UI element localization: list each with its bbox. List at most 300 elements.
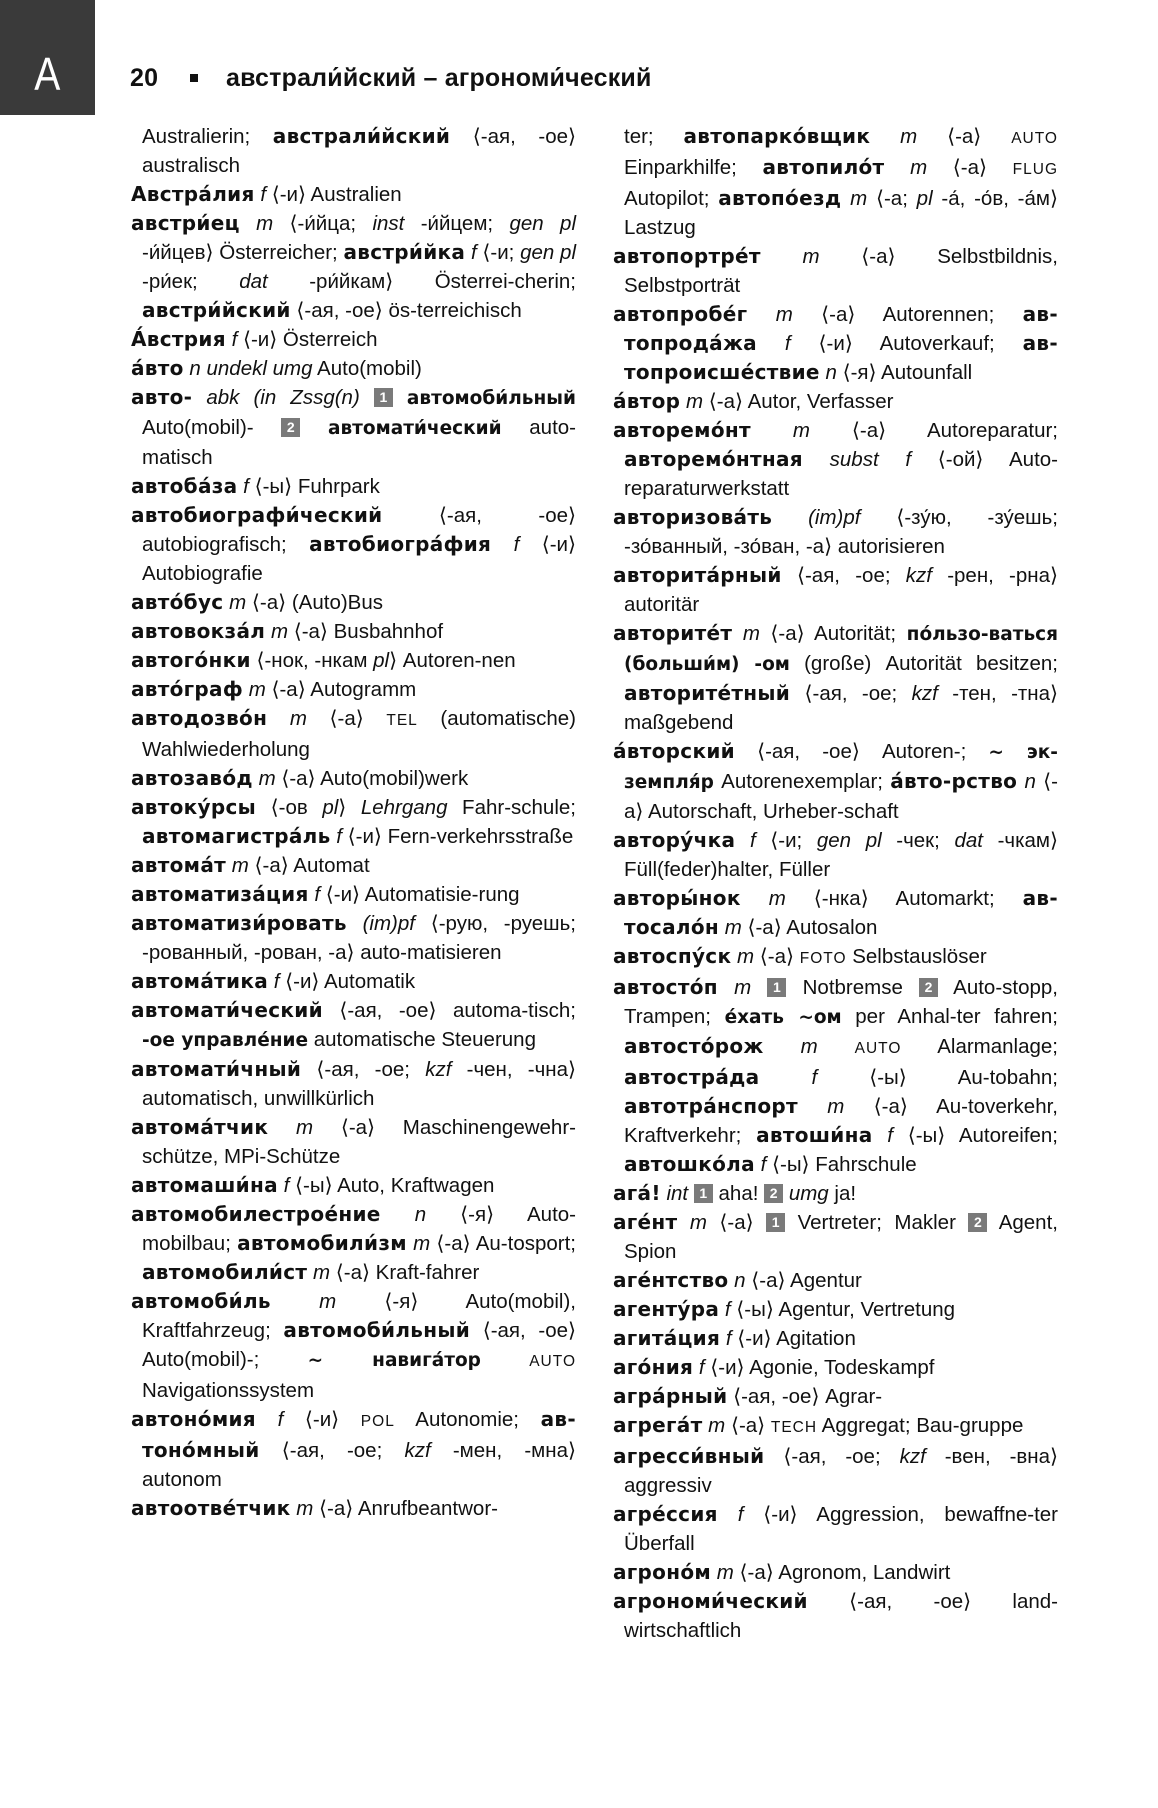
grammar-label: m: [737, 945, 755, 968]
text: [271, 1290, 319, 1313]
entry-continuation: [131, 122, 576, 180]
grammar-label: m: [312, 1261, 331, 1284]
headword: автозаво́д: [131, 766, 253, 790]
text: ja!: [828, 1182, 857, 1205]
text: [718, 976, 734, 999]
headword: автомобилестрое́ние: [131, 1202, 381, 1226]
text: ⟨-и⟩ Autoverkauf;: [790, 332, 1023, 355]
headword: автомаши́на: [131, 1173, 278, 1197]
column-right: [613, 122, 1058, 1645]
headword: авторемо́нтная: [624, 447, 803, 471]
grammar-label: m: [792, 419, 810, 442]
grammar-label: Lehrgang: [360, 796, 448, 819]
text: ⟨-а⟩ Agentur: [745, 1269, 862, 1292]
phrase: е́хать ~ом: [724, 1007, 842, 1028]
headword: автопробе́г: [613, 302, 748, 326]
headword: агра́рный: [613, 1384, 728, 1408]
headword: агре́ссия: [613, 1502, 718, 1526]
text: ⟩ Autoren-nen: [389, 649, 516, 672]
dictionary-entry: [131, 909, 576, 967]
headword: австри́йка: [343, 240, 466, 264]
headword: ав-тоно́мный: [142, 1407, 576, 1462]
text: ⟩: [338, 796, 361, 819]
text: ⟨-а⟩ Autor, Verfasser: [703, 390, 894, 413]
text: Autorenexemplar;: [713, 770, 891, 793]
text: ⟨-ая, -ое⟩ autobiografisch;: [142, 504, 576, 556]
headword: автоматизи́ровать: [131, 911, 347, 935]
text: ⟨-зу́ю, -зу́ешь; -зо́ванный, -зо́ван, -а⟩ autorisieren: [624, 506, 1058, 558]
headword: автомоби́ль: [131, 1289, 271, 1313]
text: -вен, -вна⟩ aggressiv: [624, 1445, 1059, 1497]
page-number: 20: [130, 63, 159, 92]
grammar-label: m: [800, 1035, 818, 1058]
text: ⟨-ая, -ое;: [790, 682, 912, 705]
grammar-label: f: [314, 883, 321, 906]
text: ⟨-ая, -ое⟩ australisch: [142, 125, 576, 177]
bullet-square-icon: [190, 74, 198, 82]
headword: агресси́вный: [613, 1444, 765, 1468]
dictionary-entry: [613, 1411, 1058, 1442]
text: Agent, Spion: [624, 1211, 1058, 1263]
dictionary-entry: [613, 503, 1058, 561]
text: Navigationssystem: [142, 1379, 315, 1402]
headword: авторизова́ть: [613, 505, 773, 529]
grammar-label: f: [273, 970, 280, 993]
grammar-label: f: [724, 1298, 731, 1321]
headword: ав-тосало́н: [624, 886, 1058, 939]
phrase: -ое управле́ние: [142, 1030, 309, 1051]
dictionary-entry: [131, 472, 576, 501]
text: [751, 419, 793, 442]
headword: автошко́ла: [624, 1152, 755, 1176]
dictionary-entry: [613, 826, 1058, 884]
headword: австри́ец: [131, 211, 240, 235]
dictionary-entry: [131, 1055, 576, 1113]
dictionary-entry: [613, 416, 1058, 503]
grammar-label: f: [698, 1356, 705, 1379]
text: ⟨-ая, -ое;: [781, 564, 906, 587]
text: ⟨-и́йца;: [273, 212, 373, 235]
dictionary-entry: [131, 1287, 576, 1405]
text: -а́, -о́в, -а́м⟩ Lastzug: [624, 187, 1059, 239]
grammar-label: f: [811, 1066, 818, 1089]
grammar-label: gen pl: [520, 241, 577, 264]
dictionary-entry: [131, 704, 576, 764]
subject-label: FLUG: [1012, 161, 1058, 178]
grammar-label: gen pl: [816, 829, 882, 852]
headword: авторы́нок: [613, 886, 741, 910]
text: [873, 1124, 888, 1147]
dictionary-entry: [131, 764, 576, 793]
text: ⟨-и;: [755, 829, 817, 852]
dictionary-entry: [131, 793, 576, 851]
grammar-label: f: [749, 829, 756, 852]
text: ⟨-а⟩ Agronom, Landwirt: [733, 1561, 951, 1584]
grammar-label: subst f: [829, 448, 912, 471]
headword: автосто́п: [613, 975, 718, 999]
dictionary-entry: [613, 1208, 1058, 1266]
sense-number-badge: 2: [919, 978, 938, 997]
headword: автоши́на: [756, 1123, 873, 1147]
headword: автомати́ческий: [131, 998, 323, 1022]
text: ⟨-и⟩ Österreich: [237, 328, 378, 351]
text: -чек;: [881, 829, 955, 852]
headword: агроно́м: [613, 1560, 712, 1584]
dictionary-entry: [131, 180, 576, 209]
text: Auto(mobil)-: [142, 416, 282, 439]
grammar-label: dat: [239, 270, 268, 293]
dictionary-entry: [613, 1500, 1058, 1558]
text: Notbremse: [786, 976, 920, 999]
text: Auto-stopp, Trampen;: [624, 976, 1058, 1028]
sense-number-badge: 1: [374, 388, 393, 407]
headword: автопарко́вщик: [683, 124, 871, 148]
sense-number-badge: 1: [767, 978, 786, 997]
dictionary-entry: [613, 1353, 1058, 1382]
headword: австри́йский: [142, 298, 291, 322]
text: ⟨-ая, -ое⟩ ös-terreichisch: [290, 299, 522, 322]
dictionary-entry: [613, 884, 1058, 942]
text: ⟨-а⟩ Autoreparatur;: [809, 419, 1058, 442]
headword: а́вторский: [613, 739, 735, 763]
grammar-label: pl: [916, 187, 933, 210]
dictionary-entry: [131, 501, 576, 588]
text: ⟨-а⟩ Au-toverkehr, Kraftverkehr;: [624, 1095, 1058, 1147]
headword: автоспу́ск: [613, 944, 732, 968]
text: [751, 976, 767, 999]
dictionary-entry: [131, 1200, 576, 1287]
text: Aggregat; Bau-gruppe: [817, 1414, 1024, 1437]
headword: авторите́т: [613, 621, 733, 645]
headword: а́втор: [613, 389, 681, 413]
text: ⟨-рую, -руешь; -рованный, -рован, -а⟩ auto-matisieren: [142, 912, 576, 964]
text: ⟨-а⟩ Kraft-fahrer: [330, 1261, 480, 1284]
text: [256, 1408, 278, 1431]
sense-number-badge: 2: [764, 1184, 783, 1203]
grammar-label: n: [825, 361, 837, 384]
headword: авторита́рный: [613, 563, 782, 587]
headword: А́встрия: [131, 327, 226, 351]
grammar-label: m: [775, 303, 793, 326]
grammar-label: kzf: [899, 1445, 926, 1468]
grammar-label: f: [336, 825, 342, 848]
text: [381, 1203, 415, 1226]
dictionary-entry: [131, 383, 576, 472]
text: ⟨-а⟩ Selbstbildnis, Selbstporträt: [624, 245, 1059, 297]
text: [798, 1095, 827, 1118]
text: ⟨-а⟩ Maschinengewehr-schütze, MPi-Schütze: [142, 1116, 576, 1168]
text: [747, 303, 775, 326]
text: [803, 448, 830, 471]
dictionary-entry: [131, 209, 576, 325]
headword: авторемо́нт: [613, 418, 751, 442]
text: ⟨-ая, -ое;: [764, 1445, 900, 1468]
dictionary-entry: [131, 646, 576, 675]
text: [192, 386, 206, 409]
text: ⟨-ая, -ое;: [301, 1058, 426, 1081]
text: ⟨-а⟩: [917, 125, 1012, 148]
text: ⟨-нок, -нкам: [250, 649, 374, 672]
dictionary-entry: [613, 387, 1058, 416]
text: -и́йцев⟩ Österreicher;: [142, 241, 344, 264]
text: [393, 386, 407, 409]
column-left: [131, 122, 576, 1523]
grammar-label: m: [256, 212, 274, 235]
text: ⟨-ы⟩ Fahrschule: [766, 1153, 917, 1176]
text: ⟨-ая, -ое;: [259, 1439, 405, 1462]
text: Autonomie;: [394, 1408, 541, 1431]
dictionary-entry: [131, 1494, 576, 1523]
running-head-title: австрали́йский – агрономи́ческий: [226, 63, 652, 92]
dictionary-entry: [613, 1324, 1058, 1353]
grammar-label: m: [231, 854, 249, 877]
dictionary-entry: [613, 242, 1058, 300]
grammar-label: m: [270, 620, 289, 643]
dictionary-entry: [613, 973, 1058, 1179]
text: ⟨-и⟩ Fern-verkehrsstraße: [341, 825, 574, 848]
text: -тен, -тна⟩ maßgebend: [624, 682, 1059, 734]
headword: а́вто-рство: [890, 769, 1018, 793]
grammar-label: m: [734, 976, 752, 999]
subject-label: POL: [360, 1413, 395, 1430]
headword: а́вто: [131, 356, 184, 380]
grammar-label: kzf: [905, 564, 932, 587]
headword: автома́тчик: [131, 1115, 269, 1139]
text: ⟨-и⟩ Aggression, bewaffne-ter Überfall: [624, 1503, 1058, 1555]
headword: автотра́нспорт: [624, 1094, 798, 1118]
text: ⟨-а⟩: [725, 1414, 771, 1437]
grammar-label: m: [686, 390, 704, 413]
headword: автопило́т: [762, 155, 885, 179]
grammar-label: n undekl umg: [189, 357, 313, 380]
text: [759, 1066, 811, 1089]
dictionary-entry: [131, 675, 576, 704]
text: ⟨-ы⟩ Agentur, Vertretung: [730, 1298, 956, 1321]
grammar-label: f: [784, 332, 791, 355]
text: -ри́йкам⟩ Österrei-cherin;: [267, 270, 576, 293]
text: ⟨-ы⟩ Autoreifen;: [892, 1124, 1058, 1147]
text: ⟨-ой⟩ Auto-reparaturwerkstatt: [624, 448, 1059, 500]
dictionary-entry: [613, 942, 1058, 973]
dictionary-entry: [131, 354, 576, 383]
text: [757, 332, 785, 355]
text: ⟨-ая, -ое⟩ Auto(mobil)-;: [142, 1319, 576, 1371]
phrase: ~ эк-земпля́р: [624, 742, 1058, 793]
text: ⟨-я⟩ Auto(mobil), Kraftfahrzeug;: [142, 1290, 576, 1342]
text: [347, 912, 363, 935]
headword: автома́т: [131, 853, 227, 877]
text: [268, 1116, 296, 1139]
grammar-label: inst: [372, 212, 405, 235]
grammar-label: dat: [954, 829, 983, 852]
headword: аге́нт: [613, 1210, 678, 1234]
text: [741, 887, 769, 910]
grammar-label: f: [760, 1153, 767, 1176]
text: [761, 245, 803, 268]
sense-number-badge: 2: [968, 1213, 987, 1232]
grammar-label: abk (in Zssg(n): [206, 386, 360, 409]
text: [732, 622, 743, 645]
text: ⟨-а⟩: [706, 1211, 767, 1234]
grammar-label: m: [296, 1116, 314, 1139]
grammar-label: m: [850, 187, 868, 210]
dictionary-entry: [131, 967, 576, 996]
dictionary-entry: [131, 996, 576, 1055]
dictionary-entry: [613, 619, 1058, 737]
grammar-label: m: [413, 1232, 431, 1255]
dictionary-entry: [613, 1587, 1058, 1645]
headword: ав-топрода́жа: [624, 302, 1058, 355]
headword: автомагистра́ль: [142, 824, 331, 848]
headword: авто́граф: [131, 677, 243, 701]
grammar-label: m: [689, 1211, 707, 1234]
grammar-label: (im)pf: [808, 506, 861, 529]
text: (große) Autorität besitzen;: [789, 652, 1059, 675]
text: ⟨-ая, -ое⟩ Agrar-: [727, 1385, 883, 1408]
text: ⟨-а⟩ Busbahnhof: [288, 620, 444, 643]
text: ⟨-а⟩ Au-tosport;: [430, 1232, 576, 1255]
headword: аге́нтство: [613, 1268, 729, 1292]
grammar-label: kzf: [404, 1439, 431, 1462]
headword: автобиогра́фия: [309, 532, 492, 556]
text: ⟨-ая, -ое⟩ Autoren-;: [734, 740, 989, 763]
text: ⟨-а⟩ Autosalon: [741, 916, 878, 939]
text: -и́йцем;: [404, 212, 510, 235]
headword: автома́тика: [131, 969, 269, 993]
headword: автопо́езд: [718, 186, 842, 210]
text: ⟨-и⟩ Australien: [266, 183, 402, 206]
dictionary-entry: [613, 1382, 1058, 1411]
text: ⟨-а⟩ Autogramm: [265, 678, 417, 701]
text: automatische Steuerung: [308, 1028, 536, 1051]
headword: австрали́йский: [272, 124, 451, 148]
text: ⟨-а⟩ Anrufbeantwor-: [313, 1497, 498, 1520]
headword: автомобили́зм: [237, 1231, 407, 1255]
grammar-label: m: [910, 156, 928, 179]
text: Alarmanlage;: [901, 1035, 1059, 1058]
headword: автоматиза́ция: [131, 882, 309, 906]
headword: автору́чка: [613, 828, 736, 852]
text: ⟨-и;: [476, 241, 521, 264]
dictionary-entry: [613, 561, 1058, 619]
text: [841, 187, 850, 210]
headword: ав-топроисше́ствие: [624, 331, 1058, 384]
headword: автомати́чный: [131, 1057, 302, 1081]
headword: автомобили́ст: [142, 1260, 308, 1284]
headword: автосто́рож: [624, 1034, 764, 1058]
grammar-label: m: [768, 887, 786, 910]
text: ⟨-и⟩ Agitation: [731, 1327, 856, 1350]
text: Australierin;: [142, 125, 273, 148]
headword: автовокза́л: [131, 619, 266, 643]
text: Einparkhilfe;: [624, 156, 763, 179]
dictionary-entry: [613, 1266, 1058, 1295]
grammar-label: m: [724, 916, 742, 939]
grammar-label: pl: [373, 649, 390, 672]
phrase: автомати́ческий: [327, 418, 502, 439]
text: -чен, -чна⟩ automatisch, unwillkürlich: [142, 1058, 576, 1110]
text: [360, 386, 374, 409]
grammar-label: int: [666, 1182, 689, 1205]
text: ⟨-ы⟩ Fuhrpark: [248, 475, 380, 498]
subject-label: FOTO: [799, 950, 847, 967]
text: ⟨-и⟩ Automatik: [279, 970, 416, 993]
text: -мен, -мна⟩ autonom: [142, 1439, 576, 1491]
text: [718, 1503, 738, 1526]
running-head: [130, 58, 652, 98]
grammar-label: n: [414, 1203, 427, 1226]
headword: авто-: [131, 385, 193, 409]
text: ⟨-а⟩: [306, 707, 387, 730]
headword: автобиографи́ческий: [131, 503, 383, 527]
grammar-label: m: [289, 707, 307, 730]
text: (automatische) Wahlwiederholung: [142, 707, 577, 761]
text: [240, 212, 256, 235]
dictionary-entry: [131, 617, 576, 646]
text: [884, 156, 910, 179]
grammar-label: pl: [322, 796, 339, 819]
text: aha!: [712, 1182, 765, 1205]
dictionary-entry: [131, 325, 576, 354]
text: Vertreter; Makler: [785, 1211, 969, 1234]
text: ⟨-а⟩: [754, 945, 800, 968]
grammar-label: f: [470, 241, 477, 264]
text: [481, 1348, 529, 1371]
grammar-label: m: [248, 678, 266, 701]
headword: ага́!: [613, 1181, 661, 1205]
text: ⟨-и⟩ Automatisie-rung: [320, 883, 520, 906]
grammar-label: n: [734, 1269, 746, 1292]
phrase: автомоби́льный: [406, 388, 576, 409]
text: ⟨-я⟩ Auto-mobilbau;: [142, 1203, 576, 1255]
headword: авто́бус: [131, 590, 224, 614]
text: ⟨-ая, -ое⟩ land-wirtschaftlich: [624, 1590, 1058, 1642]
text: [267, 707, 290, 730]
text: [300, 416, 328, 439]
grammar-label: m: [319, 1290, 337, 1313]
headword: агита́ция: [613, 1326, 721, 1350]
headword: автоба́за: [131, 474, 238, 498]
headword: Австра́лия: [131, 182, 255, 206]
text: [735, 829, 750, 852]
grammar-label: m: [296, 1497, 314, 1520]
text: ⟨-ы⟩ Au-tobahn;: [817, 1066, 1058, 1089]
headword: автоку́рсы: [131, 795, 257, 819]
headword: агенту́ра: [613, 1297, 720, 1321]
sense-number-badge: 1: [766, 1213, 785, 1232]
headword: автодозво́н: [131, 706, 268, 730]
headword: агрономи́ческий: [613, 1589, 808, 1613]
grammar-label: kzf: [425, 1058, 452, 1081]
grammar-label: m: [827, 1095, 845, 1118]
letter-tab: [0, 0, 95, 115]
headword: аго́ния: [613, 1355, 694, 1379]
grammar-label: gen pl: [509, 212, 576, 235]
text: ⟨-а⟩ Automat: [248, 854, 370, 877]
headword: автопортре́т: [613, 244, 761, 268]
grammar-label: m: [708, 1414, 726, 1437]
text: auto-matisch: [142, 416, 576, 469]
headword: автоотве́тчик: [131, 1496, 291, 1520]
grammar-label: kzf: [911, 682, 938, 705]
subject-label: AUTO: [1011, 130, 1058, 147]
grammar-label: m: [900, 125, 918, 148]
grammar-label: m: [742, 622, 760, 645]
dictionary-entry: [613, 1295, 1058, 1324]
headword: автого́нки: [131, 648, 251, 672]
text: [870, 125, 900, 148]
grammar-label: umg: [788, 1182, 829, 1205]
